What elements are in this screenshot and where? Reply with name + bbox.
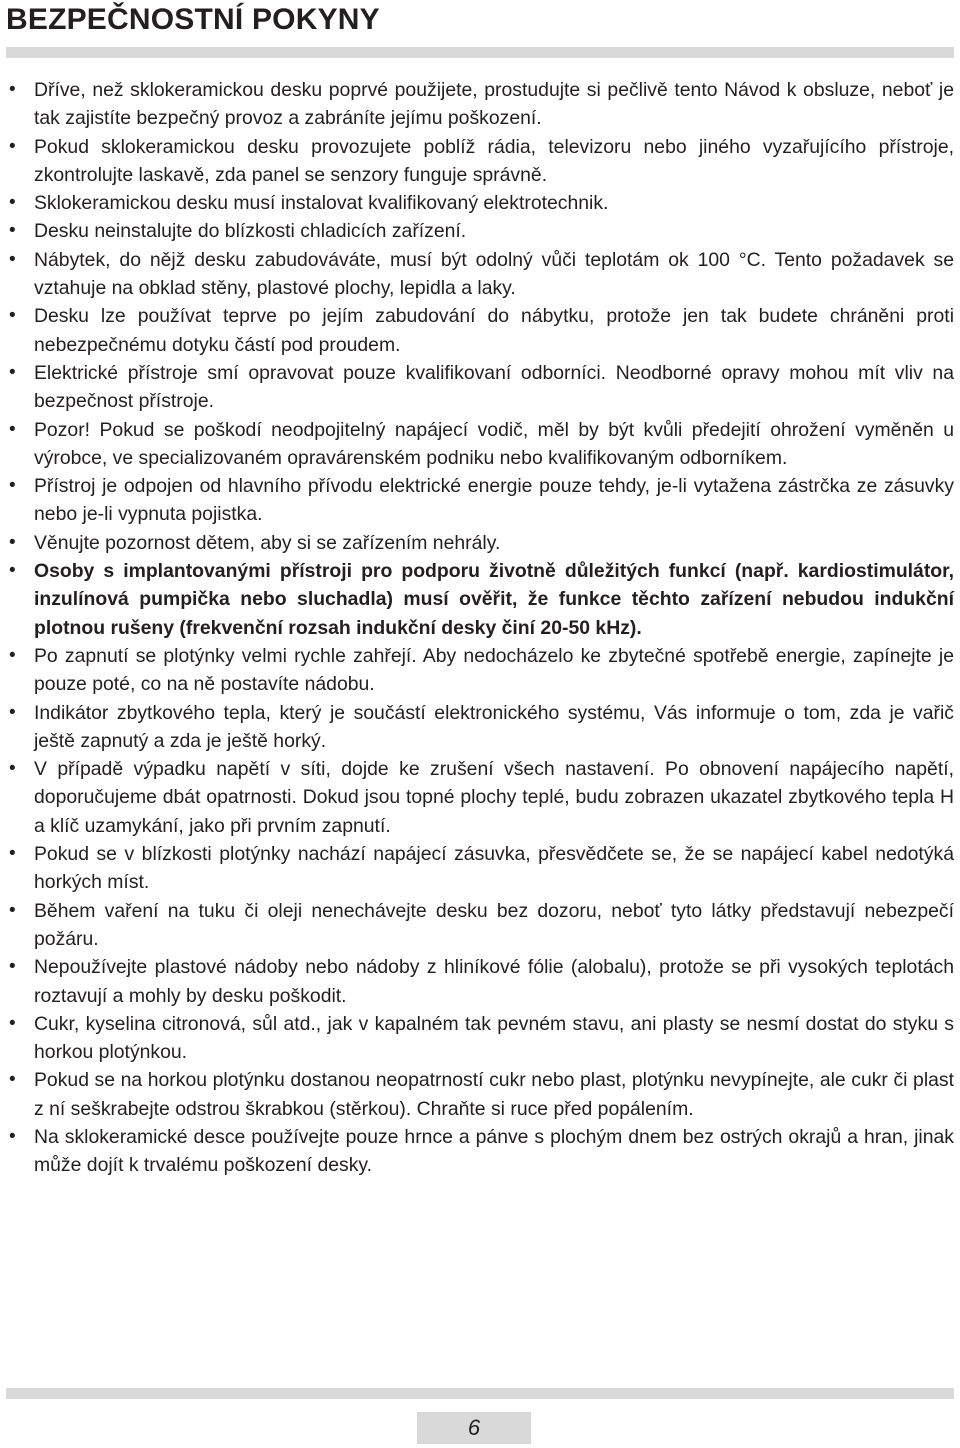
list-item-text: Během vaření na tuku či oleji nenechávejte desku bez dozoru, neboť tyto látky představují nebezpečí požáru.	[34, 899, 954, 950]
list-item	[0, 755, 960, 840]
list-item-text: Osoby s implantovanými přístroji pro podporu životně důležitých funkcí (např. kardiostimulátor, inzulínová pumpička nebo sluchadla) musí ověřit, že funkce těchto zařízení nebudou indukční plotnou rušeny (frekvenční rozsah indukční desky činí 20-50 kHz).	[34, 560, 954, 639]
list-item	[0, 1066, 960, 1123]
bullet-icon: •	[9, 418, 16, 440]
safety-instructions-list	[0, 76, 960, 1180]
bullet-icon: •	[9, 560, 16, 582]
bullet-icon: •	[9, 531, 16, 553]
list-item-text: Pozor! Pokud se poškodí neodpojitelný napájecí vodič, měl by být kvůli předejití ohrožení vyměněn u výrobce, ve specializovaném opravárenském podniku nebo kvalifikovaným odborníkem.	[34, 418, 954, 469]
bullet-icon: •	[9, 758, 16, 780]
list-item	[0, 1123, 960, 1180]
list-item-text: Cukr, kyselina citronová, sůl atd., jak v kapalném tak pevném stavu, ani plasty se nesmí dostat do styku s horkou plotýnkou.	[34, 1012, 954, 1064]
list-item	[0, 416, 960, 473]
bullet-icon: •	[9, 305, 16, 327]
list-item-text: Desku lze používat teprve po jejím zabudování do nábytku, protože jen tak budete chráněni proti nebezpečnému dotyku částí pod proudem.	[34, 305, 954, 356]
page-title: BEZPEČNOSTNÍ POKYNY	[6, 3, 380, 36]
list-item	[0, 189, 960, 217]
list-item	[0, 246, 960, 303]
bullet-icon: •	[9, 135, 16, 157]
bullet-icon: •	[9, 475, 16, 497]
bullet-icon: •	[9, 220, 16, 242]
bullet-icon: •	[9, 1069, 16, 1091]
list-item-text: Věnujte pozornost dětem, aby si se zařízením nehrály.	[34, 531, 501, 554]
list-item-text: Nábytek, do nějž desku zabudováváte, musí být odolný vůči teplotám ok 100 °C. Tento požadavek se vztahuje na obklad stěny, plastové plochy, lepidla a laky.	[34, 248, 954, 300]
list-item-text: Desku neinstalujte do blízkosti chladicích zařízení.	[34, 220, 467, 243]
bullet-icon: •	[9, 701, 16, 723]
list-item	[0, 359, 960, 416]
list-item-text: Pokud sklokeramickou desku provozujete poblíž rádia, televizoru nebo jiného vyzařujícího přístroje, zkontrolujte laskavě, zda panel se senzory funguje správně.	[34, 135, 954, 186]
list-item	[0, 133, 960, 190]
bullet-icon: •	[9, 1012, 16, 1034]
bullet-icon: •	[9, 956, 16, 978]
list-item-text: Sklokeramickou desku musí instalovat kvalifikovaný elektrotechnik.	[34, 192, 609, 215]
list-item	[0, 472, 960, 529]
list-item	[0, 76, 960, 133]
bullet-icon: •	[9, 1125, 16, 1147]
list-item-text: Indikátor zbytkového tepla, který je součástí elektronického systému, Vás informuje o tom, zda je vařič ještě zapnutý a zda je ještě horký.	[34, 701, 954, 752]
bullet-icon: •	[9, 248, 16, 270]
list-item	[0, 699, 960, 756]
list-item	[0, 953, 960, 1010]
page-number: 6	[417, 1412, 531, 1444]
list-item	[0, 1010, 960, 1067]
list-item-text: Po zapnutí se plotýnky velmi rychle zahřejí. Aby nedocházelo ke zbytečné spotřebě energie, zapínejte je pouze poté, co na ně postavíte nádobu.	[34, 644, 954, 696]
bullet-icon: •	[9, 192, 16, 214]
list-item	[0, 217, 960, 245]
bullet-icon: •	[9, 361, 16, 383]
list-item-warning	[0, 557, 960, 642]
list-item	[0, 897, 960, 954]
list-item	[0, 529, 960, 557]
bullet-icon: •	[9, 79, 16, 100]
list-item-text: Elektrické přístroje smí opravovat pouze kvalifikovaní odborníci. Neodborné opravy mohou mít vliv na bezpečnost přístroje.	[34, 361, 954, 413]
list-item-text: Na sklokeramické desce používejte pouze hrnce a pánve s plochým dnem bez ostrých okrajů a hran, jinak může dojít k trvalému poškození desky.	[34, 1125, 954, 1177]
list-item-text: Přístroj je odpojen od hlavního přívodu elektrické energie pouze tehdy, je-li vytažena zástrčka ze zásuvky nebo je-li vypnuta pojistka.	[34, 475, 954, 526]
footer-divider	[6, 1388, 954, 1399]
list-item	[0, 642, 960, 699]
bullet-icon: •	[9, 899, 16, 921]
title-divider	[6, 47, 954, 58]
list-item-text: Pokud se na horkou plotýnku dostanou neopatrností cukr nebo plast, plotýnku nevypínejte, ale cukr či plast z ní seškrabejte odstrou škrabkou (stěrkou). Chraňte si ruce před popálením.	[34, 1069, 954, 1120]
bullet-icon: •	[9, 644, 16, 666]
list-item	[0, 840, 960, 897]
list-item-text: Nepoužívejte plastové nádoby nebo nádoby z hliníkové fólie (alobalu), protože se při vysokých teplotách roztavují a mohly by desku poškodit.	[34, 956, 954, 1007]
list-item-text: V případě výpadku napětí v síti, dojde ke zrušení všech nastavení. Po obnovení napájecího napětí, doporučujeme dbát opatrnosti. Dokud jsou topné plochy teplé, budu zobrazen ukazatel zbytkového tepla H a klíč uzamykání, jako při prvním zapnutí.	[34, 758, 954, 837]
bullet-icon: •	[9, 843, 16, 865]
list-item-text: Pokud se v blízkosti plotýnky nachází napájecí zásuvka, přesvědčete se, že se napájecí kabel nedotýká horkých míst.	[34, 843, 954, 894]
list-item	[0, 302, 960, 359]
list-item-text: Dříve, než sklokeramickou desku poprvé použijete, prostudujte si pečlivě tento Návod k obsluze, neboť je tak zajistíte bezpečný provoz a zabráníte jejímu poškození.	[34, 79, 954, 130]
